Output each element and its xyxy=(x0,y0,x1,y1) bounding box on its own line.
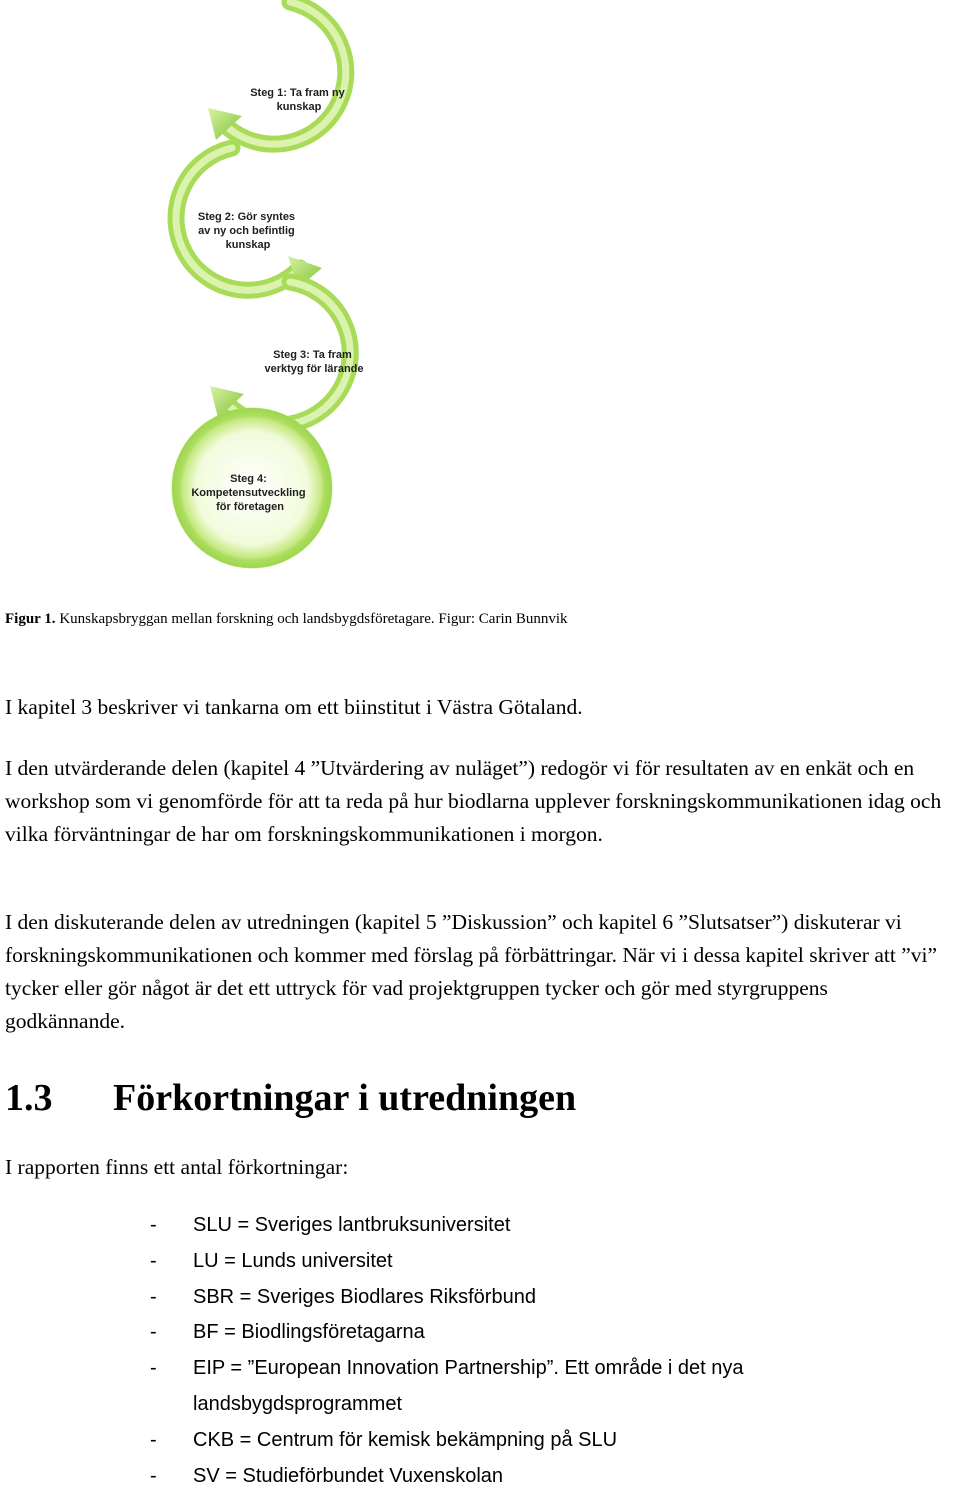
list-item: - SV = Studieförbundet Vuxenskolan xyxy=(150,1464,504,1487)
cycle-diagram xyxy=(150,0,410,590)
list-item: - LU = Lunds universitet xyxy=(150,1249,393,1272)
section-number: 1.3 xyxy=(5,1077,53,1119)
list-item: - SBR = Sveriges Biodlares Riksförbund xyxy=(150,1285,536,1308)
list-item: - SLU = Sveriges lantbruksuniversitet xyxy=(150,1214,511,1236)
paragraph-discussion: I den diskuterande delen av utredningen (kapitel 5 ”Diskussion” och kapitel 6 ”Slutsatser”) diskuterar vi forskningskommunikationen och kommer med förslag på förbättringar. När vi i dessa kapitel skriver att ”vi” tycker eller gör något är det ett uttryck för vad projektgruppen tycker och gör med styrgruppens godkännande. xyxy=(5,910,938,1033)
figure-caption xyxy=(5,611,568,628)
step-4-label: Steg 4: Kompetensutveckling för företagen xyxy=(191,473,306,513)
abbreviation-list xyxy=(150,1208,913,1494)
figure-caption-text: Kunskapsbryggan mellan forskning och landsbygdsföretagare. Figur: Carin Bunnvik xyxy=(59,611,568,627)
step-2-label: Steg 2: Gör syntes av ny och befintlig kunskap xyxy=(197,211,296,251)
list-item: - CKB = Centrum för kemisk bekämpning på SLU xyxy=(150,1428,618,1451)
paragraph-chapter-3: I kapitel 3 beskriver vi tankarna om ett biinstitut i Västra Götaland. xyxy=(5,695,583,719)
step-1-ring xyxy=(208,2,346,144)
list-item: - EIP = ”European Innovation Partnership”. Ett område i det nya landsbygdsprogrammet xyxy=(150,1357,744,1415)
list-item: - BF = Biodlingsföretagarna xyxy=(150,1321,425,1344)
abbreviations-intro: I rapporten finns ett antal förkortningar: xyxy=(5,1155,349,1179)
knowledge-bridge-figure xyxy=(150,0,410,590)
step-3-label: Steg 3: Ta fram verktyg för lärande xyxy=(264,349,364,375)
section-heading xyxy=(5,1076,576,1120)
step-1-label: Steg 1: Ta fram ny kunskap xyxy=(250,87,345,113)
section-title: Förkortningar i utredningen xyxy=(113,1077,577,1119)
figure-caption-label: Figur 1. xyxy=(5,611,56,627)
paragraph-evaluation: I den utvärderande delen (kapitel 4 ”Utvärdering av nuläget”) redogör vi för resultaten av en enkät och en workshop som vi genomförde för att ta reda på hur biodlarna upplever forskningskommunikationen idag och vilka förväntningar de har om forskningskommunikationen i morgon. xyxy=(5,756,942,846)
